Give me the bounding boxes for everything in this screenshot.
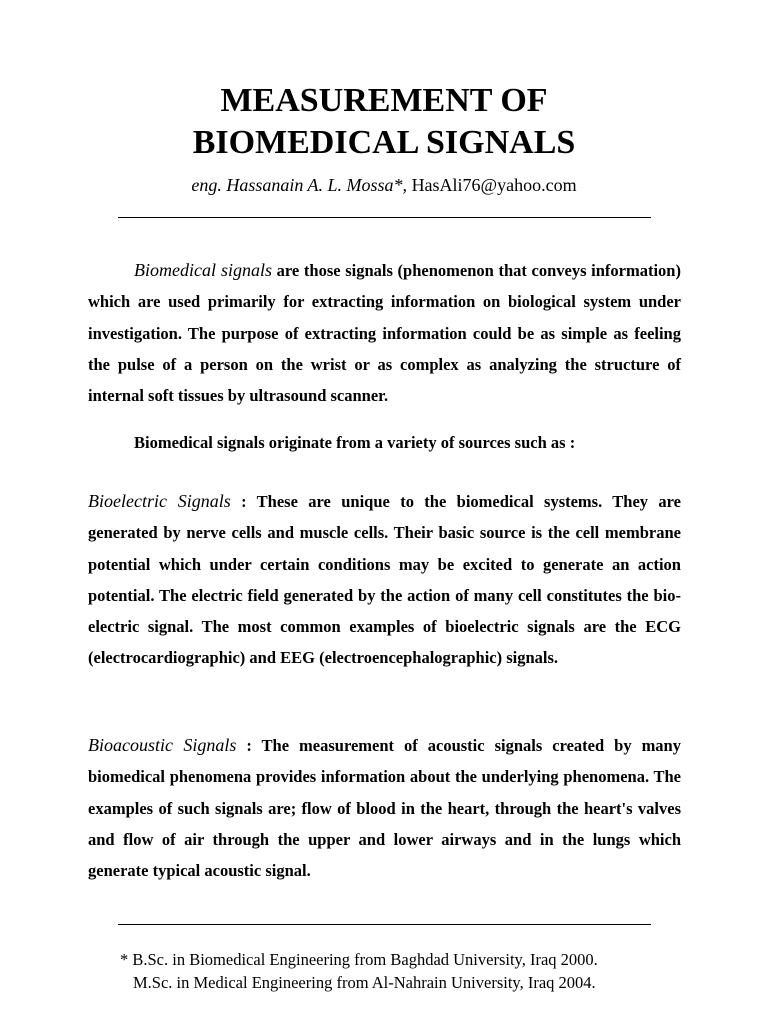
author-line [0,173,768,197]
bioelectric-text: : These are unique to the biomedical systems. They are generated by nerve cells and muscle cells. Their basic source is the cell membrane potential which under certain conditions may be excited to generate an action potential. The electric field generated by the action of many cell constitutes the bio-electric signal. The most common examples of bioelectric signals are the ECG (electrocardiographic) and EEG (electroencephalographic) signals. [88,492,682,668]
paragraph-bioelectric [88,486,681,674]
footnote-divider [118,924,651,925]
footnote-line-1: * B.Sc. in Biomedical Engineering from Baghdad University, Iraq 2000. [120,950,598,969]
title-line-2: BIOMEDICAL SIGNALS [192,124,576,161]
intro-lead-term: Biomedical signals [134,260,273,280]
bioelectric-lead-term: Bioelectric Signals [88,491,231,511]
bioacoustic-text: : The measurement of acoustic signals created by many biomedical phenomena provides information about the underlying phenomena. The examples of such signals are; flow of blood in the heart, through the heart's valves and flow of air through the upper and lower airways and in the lungs which generate typical acoustic signal. [88,736,681,881]
bioacoustic-lead-term: Bioacoustic Signals [88,735,237,755]
footnote [120,948,598,994]
paragraph-intro [88,255,681,411]
paragraph-sources: Biomedical signals originate from a variety of sources such as : [134,433,576,452]
page-title [0,80,768,164]
footnote-line-2: M.Sc. in Medical Engineering from Al-Nahrain University, Iraq 2004. [133,973,596,992]
paragraph-bioacoustic [88,730,681,886]
title-line-1: MEASUREMENT OF [220,82,548,119]
header-divider [118,217,651,218]
author-email: HasAli76@yahoo.com [411,175,577,195]
author-name: eng. Hassanain A. L. Mossa*, [191,175,408,195]
intro-text: are those signals (phenomenon that conveys information) which are used primarily for extracting information on biological system under investigation. The purpose of extracting information could be as simple as feeling the pulse of a person on the wrist or as complex as analyzing the structure of internal soft tissues by ultrasound scanner. [88,261,681,406]
